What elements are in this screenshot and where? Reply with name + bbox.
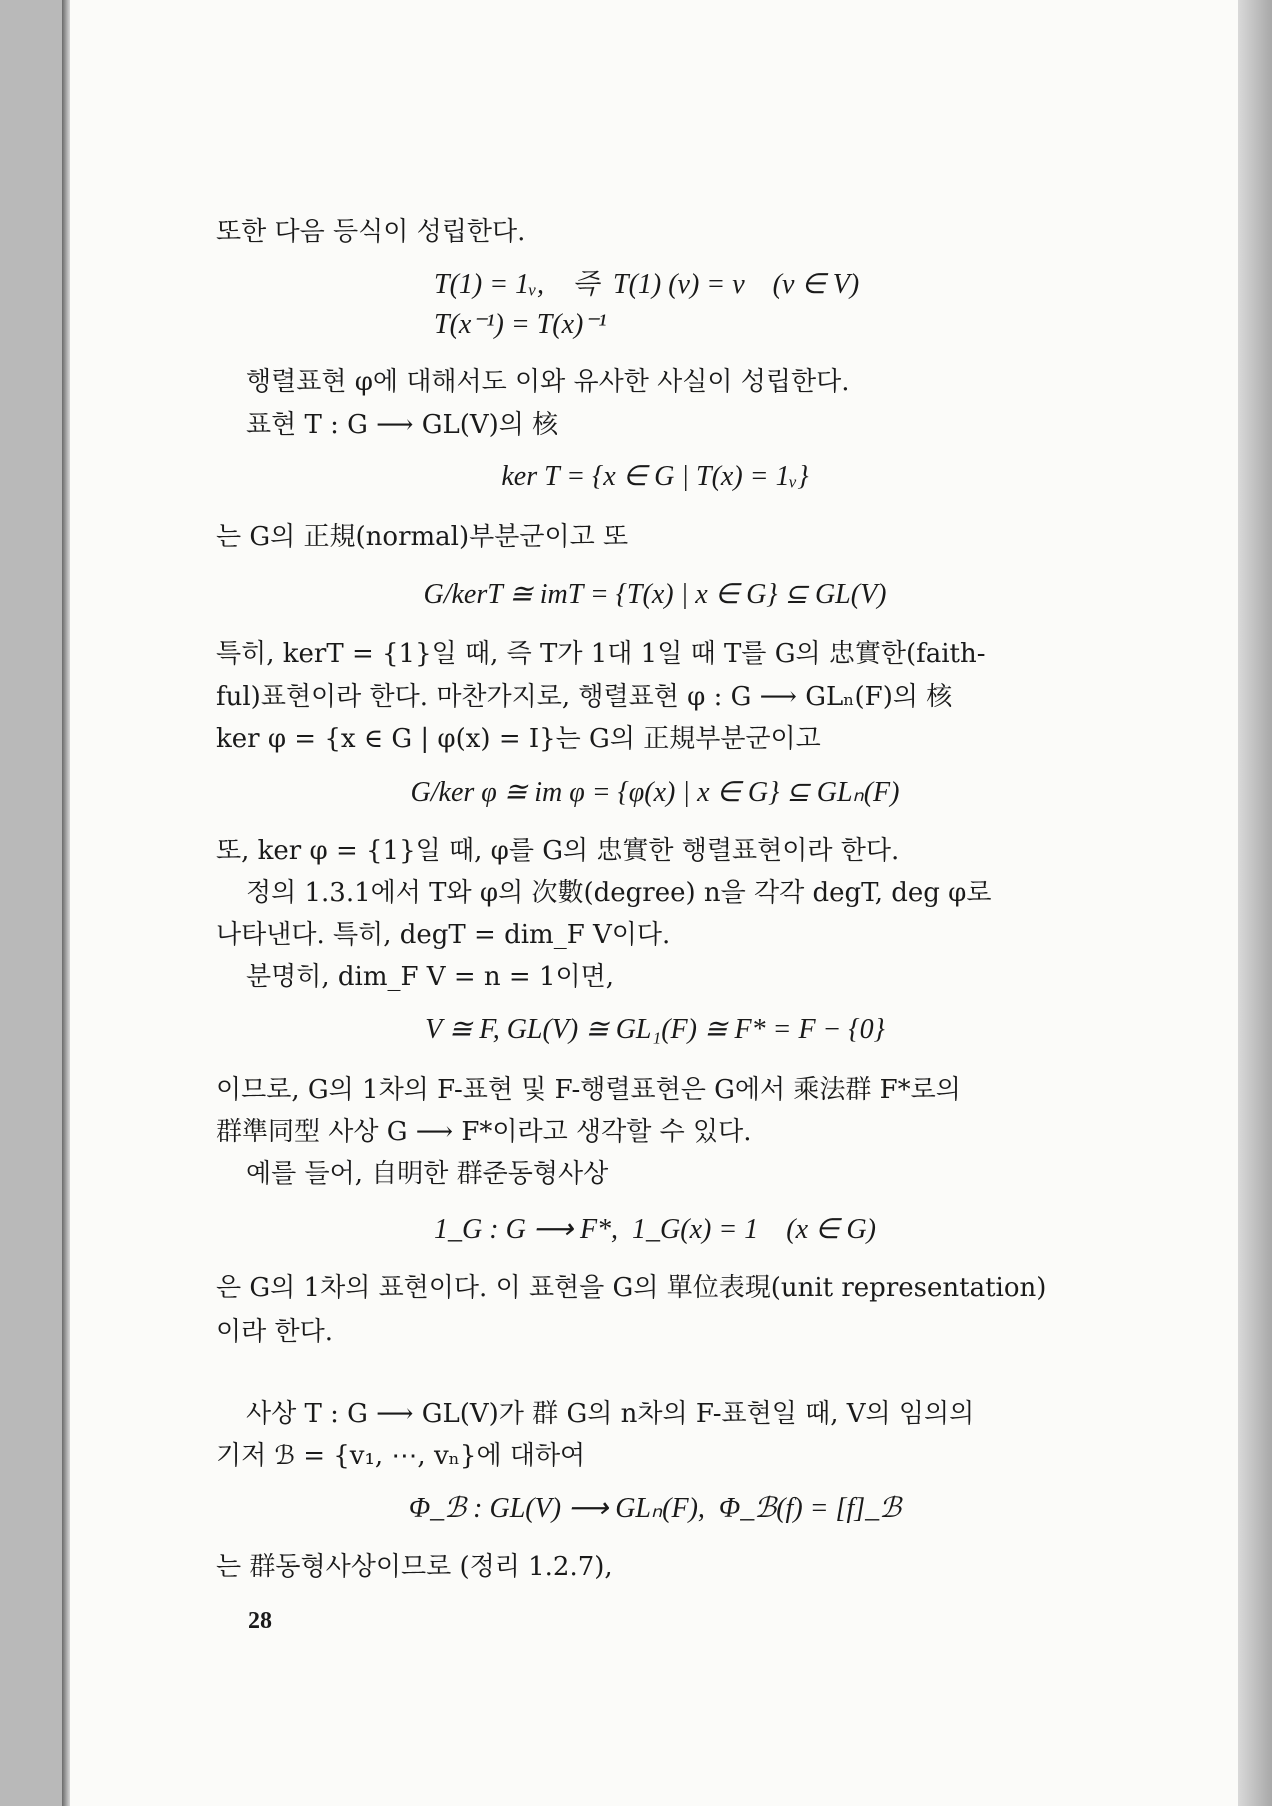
text-line: 群準同型 사상 G ⟶ F*이라고 생각할 수 있다. — [216, 1117, 752, 1147]
equation: 1_G : G ⟶ F*, 1_G(x) = 1 (x ∈ G) — [434, 1214, 876, 1245]
text-line: ful)표현이라 한다. 마찬가지로, 행렬표현 φ : G ⟶ GLₙ(F)의 核 — [216, 682, 953, 712]
text-line: 는 G의 正規(normal)부분군이고 또 — [216, 522, 629, 552]
text-line: 또, ker φ = {1}일 때, φ를 G의 忠實한 행렬표현이라 한다. — [216, 836, 900, 866]
equation: T(x⁻¹) = T(x)⁻¹ — [434, 309, 607, 340]
text-line: 또한 다음 등식이 성립한다. — [216, 217, 526, 247]
equation: V ≅ F, GL(V) ≅ GL₁(F) ≅ F* = F − {0} — [425, 1014, 885, 1045]
text-line: 는 群동형사상이므로 (정리 1.2.7), — [216, 1552, 613, 1582]
text-line: 행렬표현 φ에 대해서도 이와 유사한 사실이 성립한다. — [246, 367, 850, 397]
text-line: 은 G의 1차의 표현이다. 이 표현을 G의 單位表現(unit representation) — [216, 1273, 1047, 1303]
equation: Φ_ℬ : GL(V) ⟶ GLₙ(F), Φ_ℬ(f) = [f]_ℬ — [408, 1493, 902, 1524]
text-line: 이라 한다. — [216, 1317, 333, 1347]
page-number: 28 — [248, 1608, 272, 1634]
text-line: 사상 T : G ⟶ GL(V)가 群 G의 n차의 F-표현일 때, V의 임의의 — [246, 1399, 975, 1429]
text-line: 예를 들어, 自明한 群준동형사상 — [246, 1159, 609, 1189]
text-line: 이므로, G의 1차의 F-표현 및 F-행렬표현은 G에서 乘法群 F*로의 — [216, 1075, 961, 1105]
text-line: 기저 ℬ = {v₁, ⋯, vₙ}에 대하여 — [216, 1441, 586, 1471]
text-line: ker φ = {x ∈ G | φ(x) = I}는 G의 正規부분군이고 — [216, 724, 821, 754]
text-line: 나타낸다. 특히, degT = dim_F V이다. — [216, 920, 671, 950]
text-line: 표현 T : G ⟶ GL(V)의 核 — [246, 410, 559, 440]
text-line: 특히, kerT = {1}일 때, 즉 T가 1대 1일 때 T를 G의 忠實한(faith- — [216, 639, 986, 669]
equation: G/ker φ ≅ im φ = {φ(x) | x ∈ G} ⊆ GLₙ(F) — [410, 777, 900, 808]
equation: T(1) = 1ᵥ, 즉 T(1) (v) = v (v ∈ V) — [434, 269, 860, 300]
text-line: 정의 1.3.1에서 T와 φ의 次數(degree) n을 각각 degT, deg φ로 — [246, 878, 992, 908]
text-line: 분명히, dim_F V = n = 1이면, — [246, 962, 614, 992]
equation: G/kerT ≅ imT = {T(x) | x ∈ G} ⊆ GL(V) — [423, 579, 887, 610]
page-body — [62, 0, 1248, 1806]
equation: ker T = {x ∈ G | T(x) = 1ᵥ} — [501, 461, 809, 492]
